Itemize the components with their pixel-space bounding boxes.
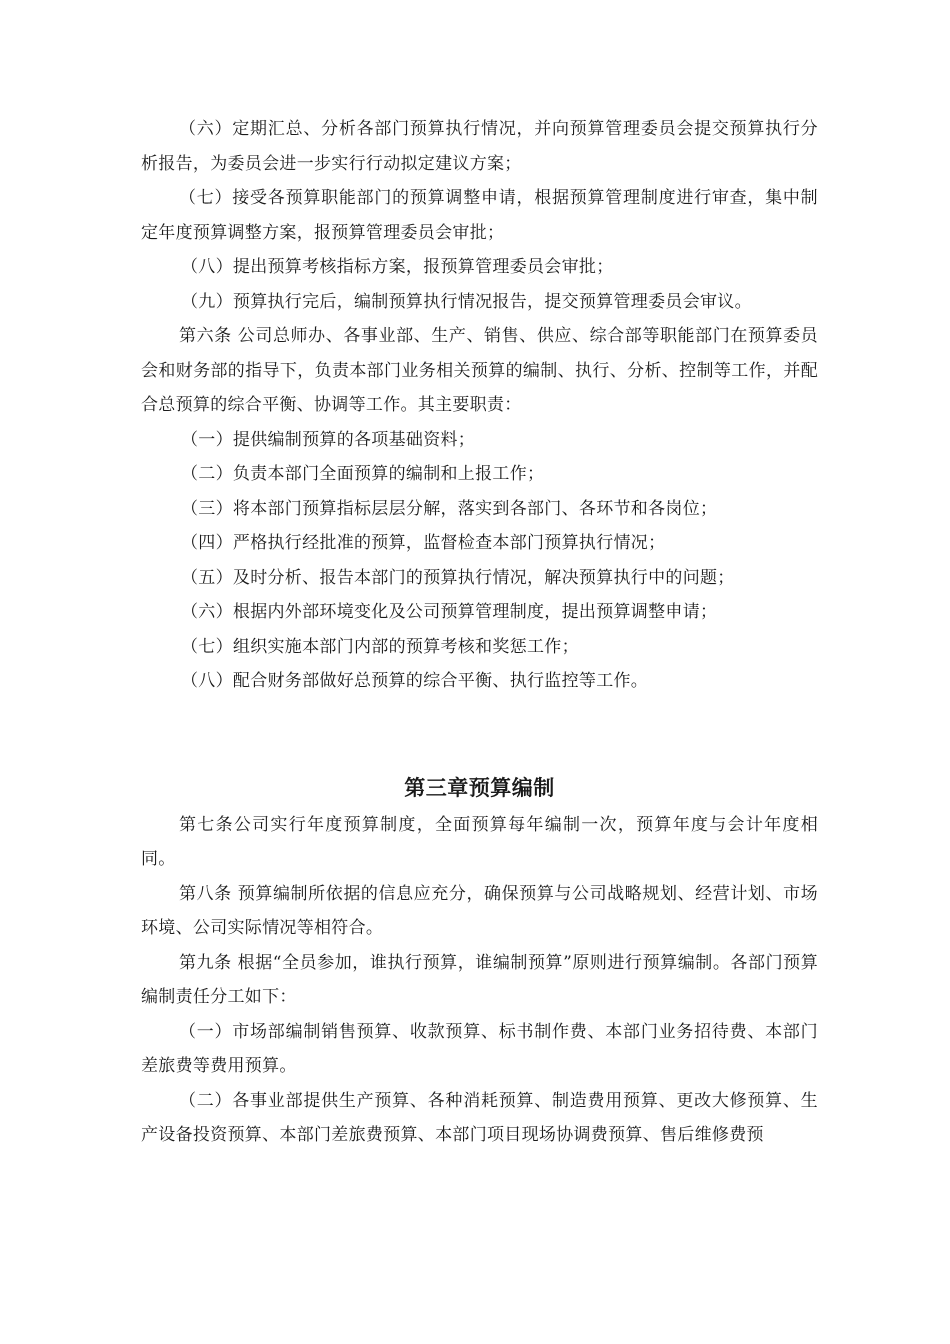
chapter-title: 第三章预算编制 xyxy=(404,774,555,800)
article-6-item-2: （二）负责本部门全面预算的编制和上报工作； xyxy=(181,464,545,484)
article-6-item-4: （四）严格执行经批准的预算，监督检查本部门预算执行情况； xyxy=(181,533,666,553)
duty-item-8: （八）提出预算考核指标方案，报预算管理委员会审批； xyxy=(181,257,614,277)
article-6: 第六条 公司总师办、各事业部、生产、销售、供应、综合部等职能部门在预算委员会和财务部的指导下，负责本部门业务相关预算的编制、执行、分析、控制等工作，并配合总预算的综合平衡、协调等工作。其主要职责： xyxy=(141,326,818,415)
article-6-item-1: （一）提供编制预算的各项基础资料； xyxy=(181,429,476,450)
article-9-item-2: （二）各事业部提供生产预算、各种消耗预算、制造费用预算、更改大修预算、生产设备投资预算、本部门差旅费预算、本部门项目现场协调费预算、售后维修费预 xyxy=(141,1090,818,1145)
article-6-item-3: （三）将本部门预算指标层层分解，落实到各部门、各环节和各岗位； xyxy=(181,498,718,519)
article-8: 第八条 预算编制所依据的信息应充分，确保预算与公司战略规划、经营计划、市场环境、公司实际情况等相符合。 xyxy=(141,883,818,938)
document-body xyxy=(141,112,818,1153)
duty-item-7: （七）接受各预算职能部门的预算调整申请，根据预算管理制度进行审查，集中制定年度预算调整方案，报预算管理委员会审批； xyxy=(141,188,818,243)
article-9-item-1: （一）市场部编制销售预算、收款预算、标书制作费、本部门业务招待费、本部门差旅费等费用预算。 xyxy=(141,1021,818,1076)
duty-item-6: （六）定期汇总、分析各部门预算执行情况，并向预算管理委员会提交预算执行分析报告，为委员会进一步实行行动拟定建议方案； xyxy=(141,119,818,174)
article-6-item-8: （八）配合财务部做好总预算的综合平衡、执行监控等工作。 xyxy=(181,671,649,691)
article-6-item-7: （七）组织实施本部门内部的预算考核和奖惩工作； xyxy=(181,636,579,657)
duty-item-9: （九）预算执行完后，编制预算执行情况报告，提交预算管理委员会审议。 xyxy=(181,291,752,312)
article-6-item-6: （六）根据内外部环境变化及公司预算管理制度，提出预算调整申请； xyxy=(181,602,718,622)
spacer xyxy=(141,699,818,771)
article-7: 第七条公司实行年度预算制度，全面预算每年编制一次，预算年度与会计年度相同。 xyxy=(141,814,818,869)
article-6-item-5: （五）及时分析、报告本部门的预算执行情况，解决预算执行中的问题； xyxy=(181,567,735,588)
article-9: 第九条 根据“全员参加，谁执行预算，谁编制预算”原则进行预算编制。各部门预算编制责任分工如下： xyxy=(141,952,818,1007)
